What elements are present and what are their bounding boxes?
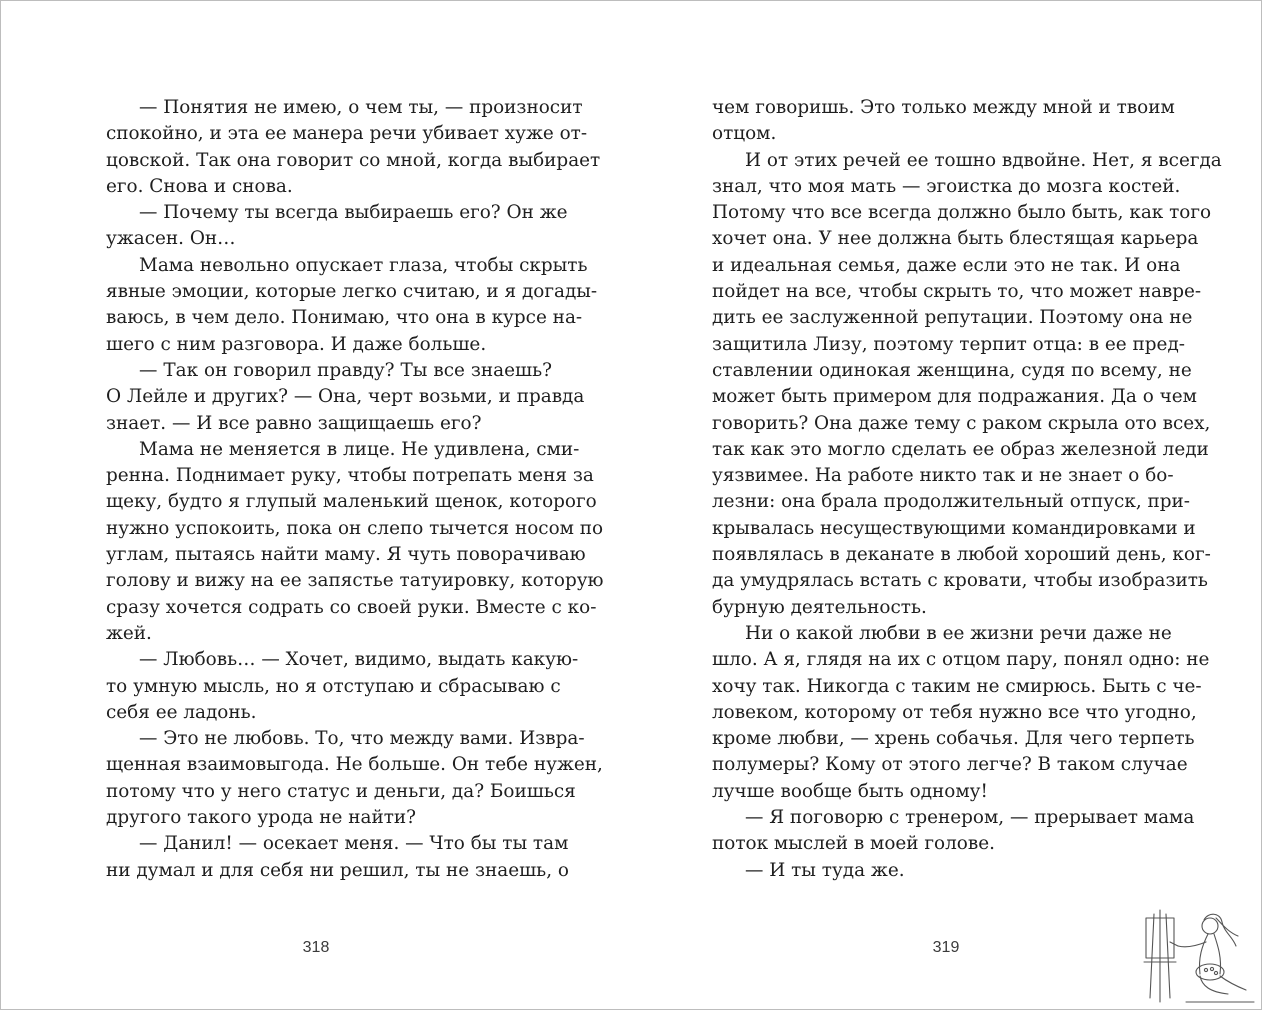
painter-at-easel-sketch-icon (1136, 906, 1256, 1006)
text-line: сразу хочется содрать со своей руки. Вместе с ко- (106, 596, 597, 618)
text-line: Потому что все всегда должно было быть, как того (712, 202, 1212, 224)
text-line: появлялась в деканате в любой хороший день, ког- (712, 544, 1211, 566)
left-page (106, 95, 604, 884)
text-line: шло. А я, глядя на их с отцом пару, понял одно: не (712, 649, 1210, 671)
text-line: Ни о какой любви в ее жизни речи даже не (745, 622, 1172, 644)
text-line: голову и вижу на ее запястье татуировку, которую (106, 570, 604, 592)
text-line: да умудрялась встать с кровати, чтобы изобразить (712, 570, 1208, 592)
text-line: нужно успокоить, пока он слепо тычется носом по (106, 517, 604, 539)
text-line: явные эмоции, которые легко считаю, и я догады- (106, 281, 598, 303)
text-line: щеку, будто я глупый маленький щенок, которого (106, 491, 597, 513)
text-line: так как это могло сделать ее образ железной леди (712, 438, 1209, 460)
page-number-left: 318 (302, 939, 330, 956)
text-line: — Данил! — осекает меня. — Что бы ты там (139, 833, 569, 855)
text-line: крывалась несуществующими командировками и (712, 517, 1196, 539)
text-line: хочет она. У нее должна быть блестящая карьера (712, 228, 1199, 250)
text-line: — Это не любовь. То, что между вами. Извра- (139, 728, 585, 750)
text-line: бурную деятельность. (712, 596, 927, 618)
text-line: может быть примером для подражания. Да о чем (712, 386, 1197, 408)
text-line: спокойно, и эта ее манера речи убивает хуже от- (106, 123, 588, 145)
text-line: то умную мысль, но я отступаю и сбрасываю с (106, 675, 561, 697)
text-line: О Лейле и других? — Она, черт возьми, и правда (106, 386, 585, 408)
text-line: шего с ним разговора. И даже больше. (106, 333, 487, 355)
text-line: — Любовь… — Хочет, видимо, выдать какую- (139, 649, 579, 671)
text-line: углам, пытаясь найти маму. Я чуть поворачиваю (106, 544, 586, 566)
text-line: знает. — И все равно защищаешь его? (106, 412, 482, 434)
text-line: знал, что моя мать — эгоистка до мозга костей. (712, 175, 1181, 197)
text-line: — Я поговорю с тренером, — прерывает мама (745, 807, 1195, 829)
page-number-right: 319 (932, 939, 960, 956)
text-line: чем говоришь. Это только между мной и твоим (712, 97, 1175, 118)
text-line: хочу так. Никогда с таким не смирюсь. Быть с че- (712, 675, 1202, 697)
text-line: защитила Лизу, поэтому терпит отца: в ее пред- (712, 333, 1185, 355)
right-page (712, 95, 1222, 884)
text-line: — Почему ты всегда выбираешь его? Он же (139, 202, 568, 224)
text-line: ни думал и для себя ни решил, ты не знаешь, о (106, 859, 569, 881)
text-line: — Так он говорил правду? Ты все знаешь? (139, 359, 552, 381)
text-line: ваюсь, в чем дело. Понимаю, что она в курсе на- (106, 307, 583, 329)
text-line: жей. (106, 622, 152, 644)
text-line: потому что у него статус и деньги, да? Боишься (106, 780, 576, 802)
text-line: — И ты туда же. (745, 859, 905, 881)
text-line: дить ее заслуженной репутации. Поэтому она не (712, 307, 1193, 329)
text-line: его. Снова и снова. (106, 175, 293, 197)
text-line: Мама невольно опускает глаза, чтобы скрыть (139, 254, 588, 276)
text-line: ловеком, которому от тебя нужно все что угодно, (712, 701, 1197, 723)
text-line: ужасен. Он… (106, 228, 236, 250)
text-line: себя ее ладонь. (106, 701, 257, 723)
text-line: отцом. (712, 123, 777, 145)
text-line: щенная взаимовыгода. Не больше. Он тебе нужен, (106, 754, 603, 776)
text-line: другого такого урода не найти? (106, 807, 416, 829)
text-line: цовской. Так она говорит со мной, когда выбирает (106, 149, 601, 171)
text-line: И от этих речей ее тошно вдвойне. Нет, я всегда (745, 149, 1222, 171)
text-line: ставлении одинокая женщина, судя по всему, не (712, 359, 1192, 381)
text-line: лучше вообще быть одному! (712, 780, 988, 802)
text-line: ренна. Поднимает руку, чтобы потрепать меня за (106, 465, 594, 487)
text-line: — Понятия не имею, о чем ты, — произносит (139, 97, 583, 118)
text-line: кроме любви, — хрень собачья. Для чего терпеть (712, 728, 1195, 750)
text-line: Мама не меняется в лице. Не удивлена, сми- (139, 438, 580, 460)
text-line: полумеры? Кому от этого легче? В таком случае (712, 754, 1188, 776)
text-line: поток мыслей в моей голове. (712, 833, 995, 855)
text-line: уязвимее. На работе никто так и не знает о бо- (712, 465, 1174, 487)
text-line: лезни: она брала продолжительный отпуск, при- (712, 491, 1191, 513)
text-line: пойдет на все, чтобы скрыть то, что может навре- (712, 281, 1202, 303)
text-line: говорить? Она даже тему с раком скрыла ото всех, (712, 412, 1211, 434)
text-line: и идеальная семья, даже если это не так. И она (712, 254, 1181, 276)
